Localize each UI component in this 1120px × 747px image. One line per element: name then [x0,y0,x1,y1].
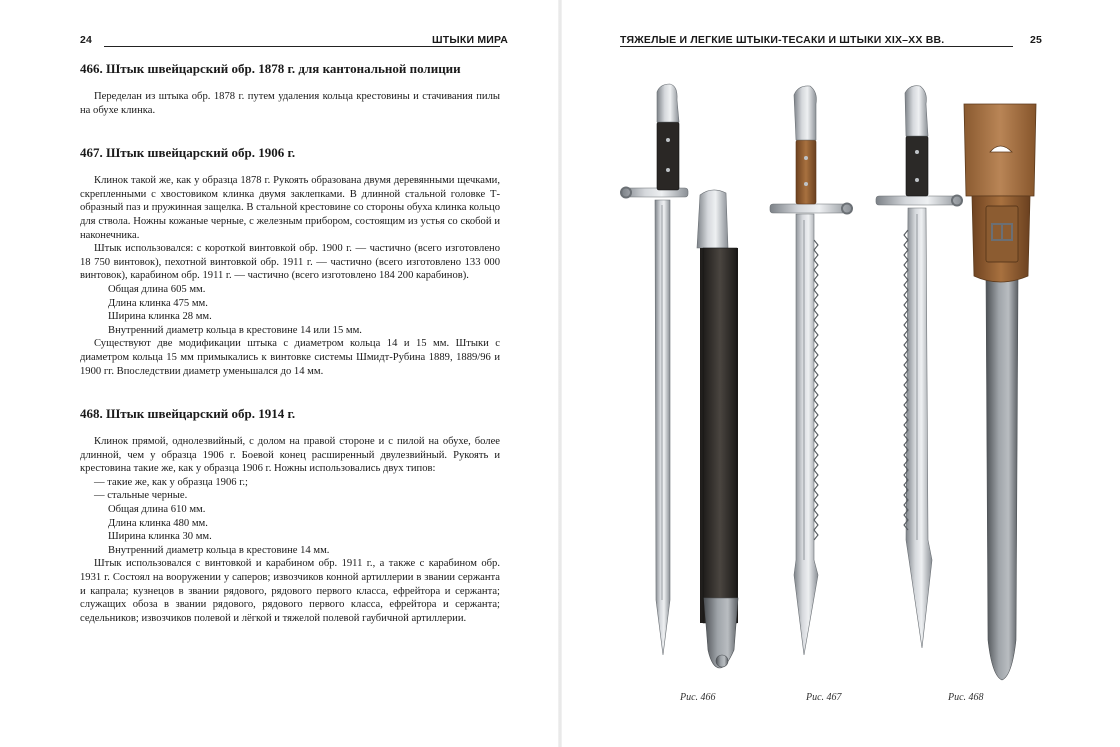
paragraph: Существуют две модификации штыка с диаметром кольца 14 и 15 мм. Штыки с диаметром кольца 15 мм примыкались к винтовке системы Шмидт-Рубина 1889, 1889/96 и 1900 гг. Впоследствии диаметр уменьшался до 14 мм. [80,338,500,377]
running-head-left: ШТЫКИ МИРА [432,34,509,46]
spec-line: Длина клинка 475 мм. [108,297,208,309]
caption-468: Рис. 468 [948,692,984,703]
scabbard-468 [964,104,1036,680]
spec-line: Общая длина 605 мм. [108,283,206,295]
list-item: — стальные черные. [94,490,188,502]
page-number-right: 25 [1030,34,1043,46]
paragraph: Клинок такой же, как у образца 1878 г. Рукоять образована двумя деревянными щечками, скрепленными с хвостовиком клинка двумя заклепками. В длинной стальной головке Т-образный паз и пружинная защелка. В стальной крестовине со стороны обуха клинка кольцо для ствола. Ножны кожаные черные, с железным прибором, состоящим из устья со скобой и наконечника. [80,175,500,241]
caption-466: Рис. 466 [680,692,716,703]
spec-line: Внутренний диаметр кольца в крестовине 14 или 15 мм. [108,324,362,336]
header-rule-left [104,46,500,47]
caption-467: Рис. 467 [806,692,842,703]
bayonet-photographs [560,0,1120,747]
paragraph: Штык использовался: с короткой винтовкой обр. 1900 г. — частично (всего изготовлено 18 750 винтовок), пехотной винтовкой обр. 1911 г. — частично (всего изготовлено 133 000 винтовок), карабином обр. 1911 г. — частично (всего изготовлено 184 200 карабинов). [80,243,500,282]
section-title-468: 468. Штык швейцарский обр. 1914 г. [80,406,296,422]
bayonet-466 [621,84,688,655]
bayonet-468 [876,86,962,648]
bayonet-467 [770,86,852,655]
spec-line: Ширина клинка 30 мм. [108,531,212,543]
spec-line: Общая длина 610 мм. [108,504,206,516]
list-item: — такие же, как у образца 1906 г.; [94,476,248,488]
page-number-left: 24 [80,34,93,46]
paragraph: Штык использовался с винтовкой и карабином обр. 1911 г., а также с карабином обр. 1931 г. Состоял на вооружении у саперов; извозчиков конной артиллерии в звании сержанта и капрала; кузнецов в звании рядового, рядового первого класса, ефрейтора и сержанта; служащих обоза в звании рядового, рядового первого класса, ефрейтора и сержанта; седельников; извозчиков полевой и лёгкой и тяжелой полевой гаубичной артиллерии. [80,558,500,624]
paragraph: Переделан из штыка обр. 1878 г. путем удаления кольца крестовины и стачивания пилы на обухе клинка. [80,91,500,116]
article-text [80,60,500,625]
spec-line: Внутренний диаметр кольца в крестовине 14 мм. [108,544,330,556]
running-head-right: ТЯЖЕЛЫЕ И ЛЕГКИЕ ШТЫКИ-ТЕСАКИ И ШТЫКИ XIX–XX ВВ. [620,34,945,46]
spec-line: Ширина клинка 28 мм. [108,311,212,323]
paragraph: Клинок прямой, однолезвийный, с долом на правой стороне и с пилой на обухе, более длинной, чем у образца 1906 г. Боевой конец расширенный двулезвийный. Рукоять и крестовина такие же, как у образца 1906 г. Ножны использовались двух типов: [80,436,500,475]
right-page [560,0,1120,747]
scabbard-466 [697,190,738,668]
section-title-466: 466. Штык швейцарский обр. 1878 г. для кантональной полиции [80,61,461,76]
section-title-467: 467. Штык швейцарский обр. 1906 г. [80,145,296,161]
spec-line: Длина клинка 480 мм. [108,517,208,529]
